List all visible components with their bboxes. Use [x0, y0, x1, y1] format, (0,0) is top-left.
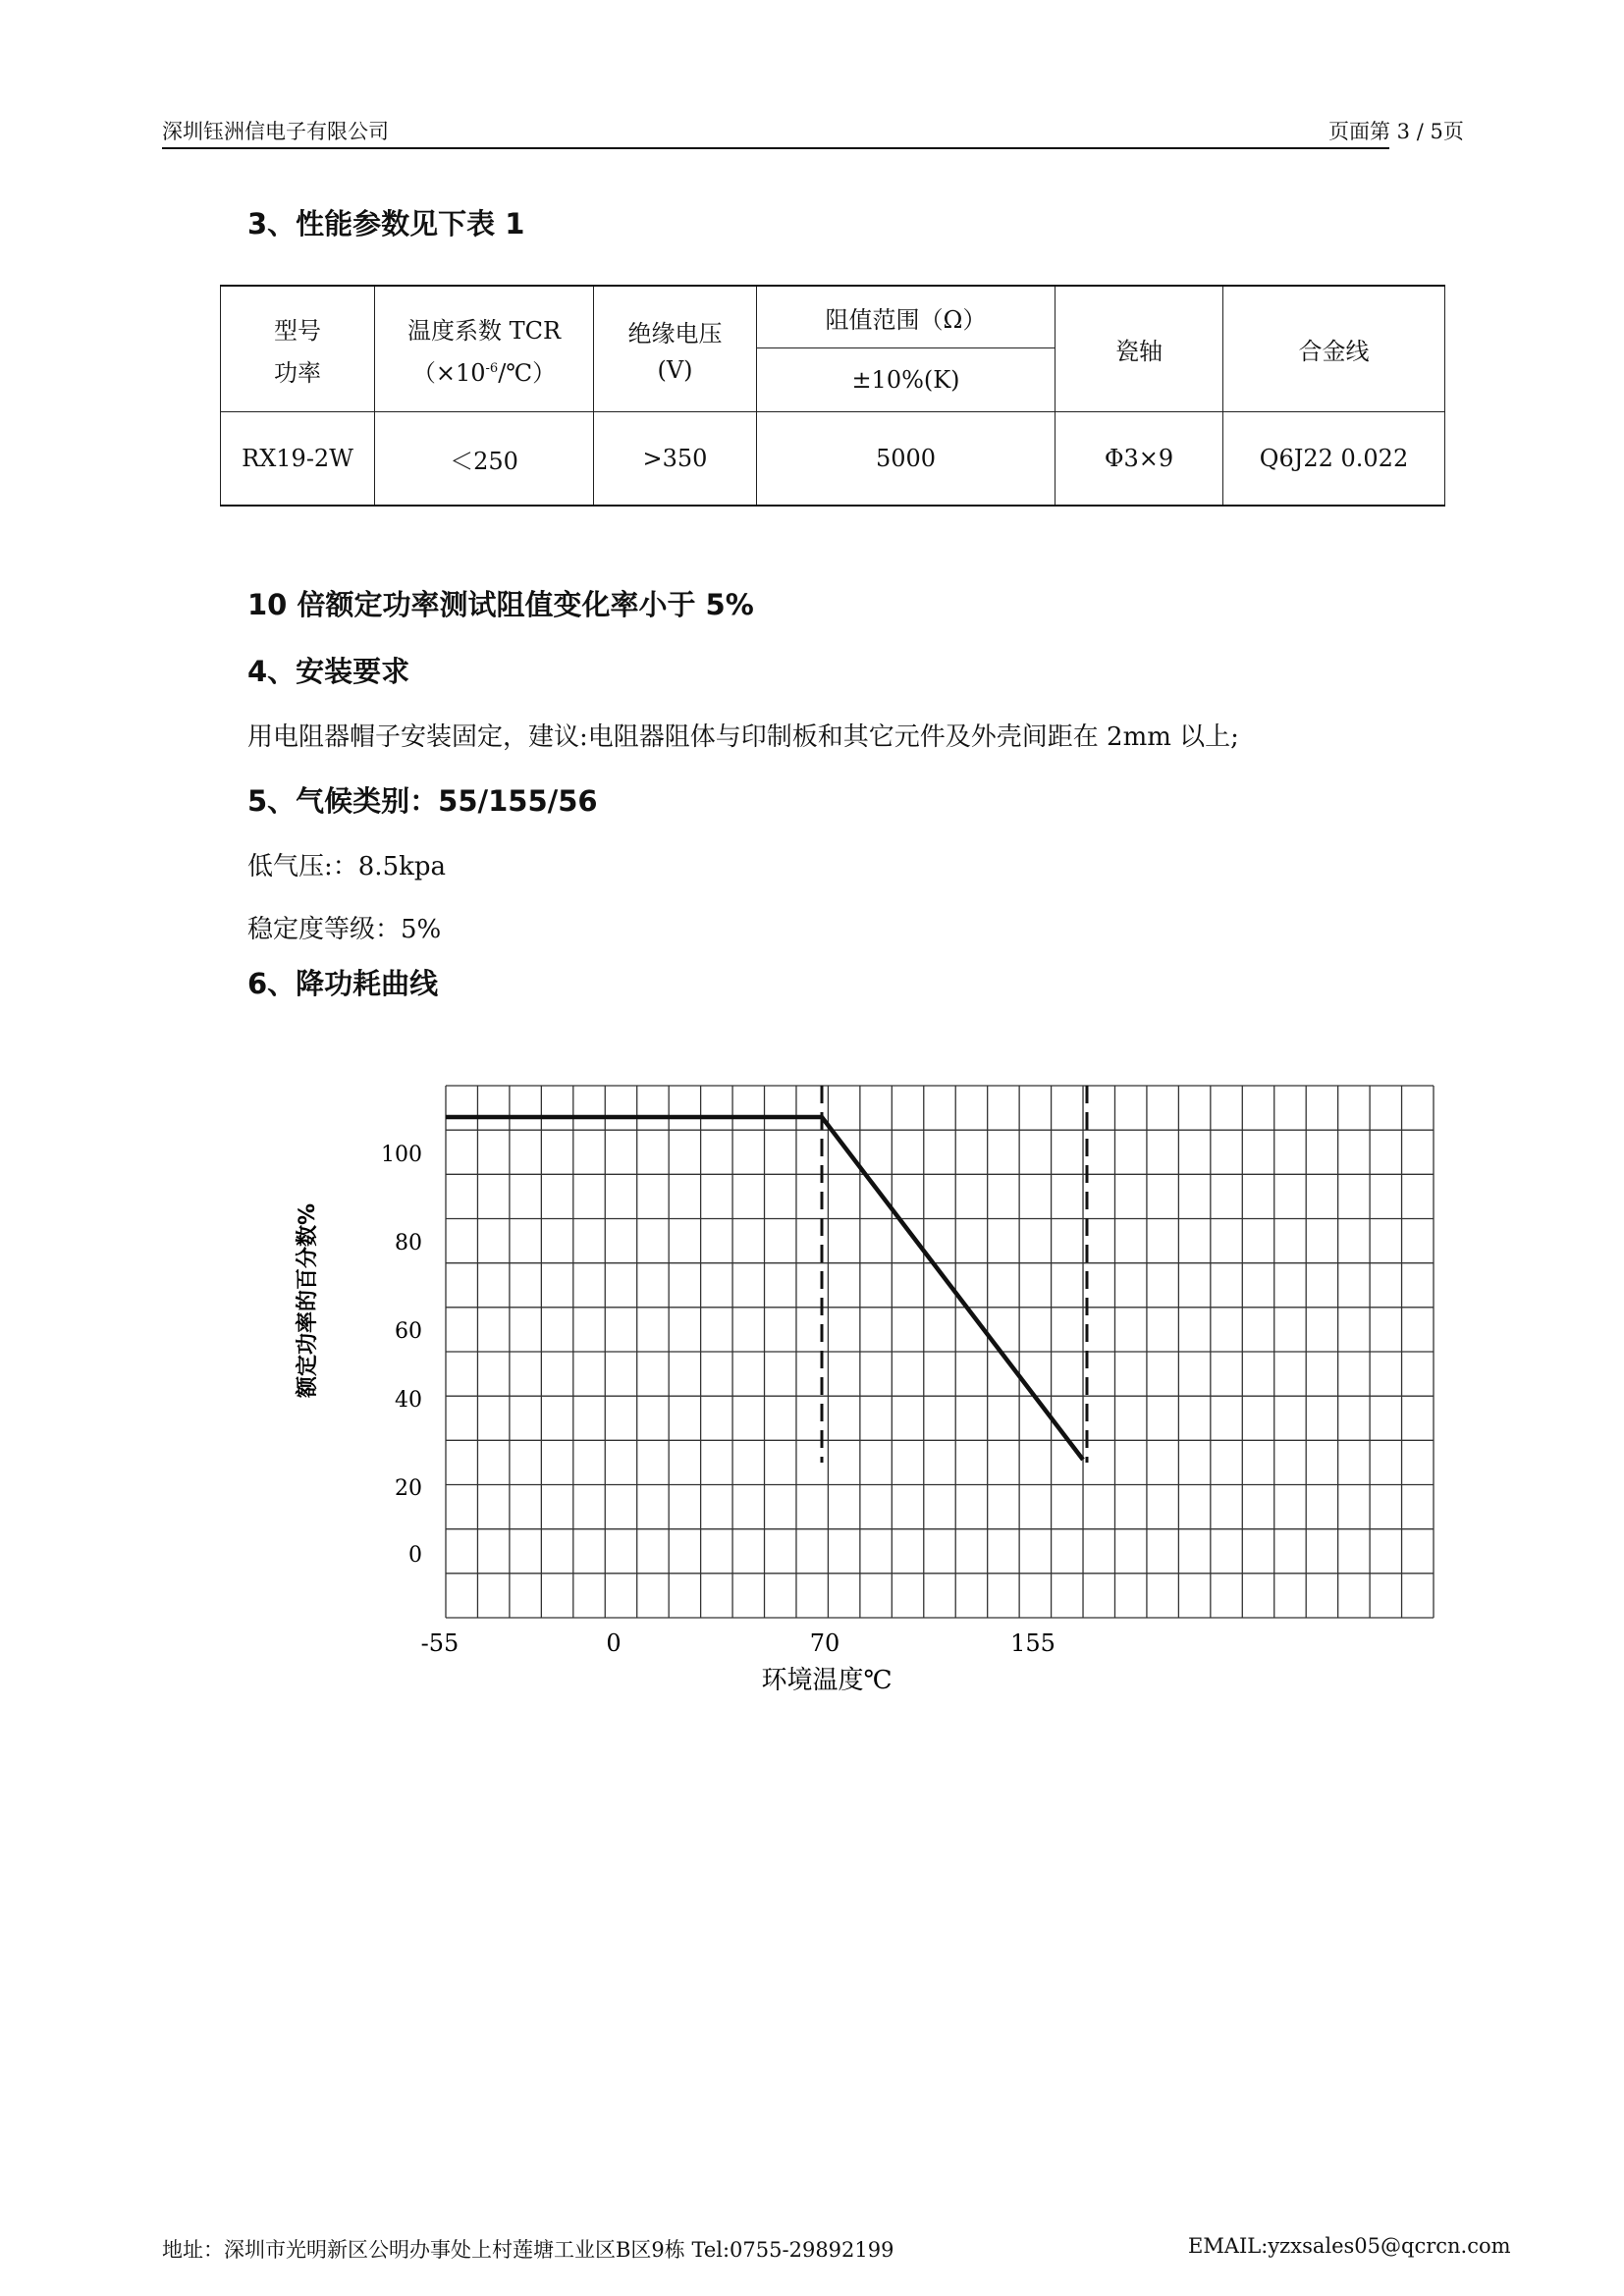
header-voltage-label: 绝缘电压	[627, 320, 723, 347]
table-header-range-sub: ±10%(K)	[757, 348, 1056, 412]
header-power-label: 功率	[274, 358, 321, 387]
x-tick-label: 155	[1010, 1629, 1056, 1657]
cell-tcr: ＜250	[375, 412, 594, 507]
header-model-label: 型号	[274, 316, 321, 345]
chart-x-axis-label: 环境温度℃	[761, 1666, 893, 1695]
header-tcr-label: 温度系数 TCR	[406, 316, 562, 345]
chart-grid	[446, 1086, 1434, 1618]
section-3-heading: 3、性能参数见下表 1	[247, 207, 525, 240]
y-tick-label: 100	[381, 1143, 422, 1167]
x-tick-label: 70	[809, 1629, 840, 1657]
y-tick-label: 20	[395, 1476, 422, 1501]
header-tcr-exponent: -6	[485, 360, 499, 376]
cell-voltage: >350	[594, 412, 757, 507]
chart-x-ticks	[421, 1629, 1056, 1657]
y-tick-label: 80	[395, 1231, 422, 1255]
footer-address: 地址：深圳市光明新区公明办事处上村莲塘工业区B区9栋 Tel:0755-29892199	[162, 2238, 894, 2262]
chart-y-ticks	[381, 1143, 422, 1568]
header-voltage-unit: (V)	[657, 356, 693, 384]
section-4-heading: 4、安装要求	[247, 655, 410, 688]
x-tick-label: 0	[606, 1629, 622, 1657]
table-header-ceramic: 瓷轴	[1056, 286, 1223, 412]
section-6-heading: 6、降功耗曲线	[247, 967, 439, 1000]
table-header-alloy: 合金线	[1223, 286, 1445, 412]
chart-dashed-markers	[822, 1086, 1087, 1463]
low-pressure-text: 低气压:：8.5kpa	[247, 852, 447, 881]
header-tcr-unit-a: （×10	[411, 358, 486, 387]
x-tick-label: -55	[420, 1629, 460, 1657]
header-page-number: 页面第 3 / 5页	[1328, 120, 1464, 143]
cell-ceramic: Φ3×9	[1056, 412, 1223, 507]
y-tick-label: 0	[408, 1543, 422, 1568]
cell-model: RX19-2W	[221, 412, 375, 507]
y-tick-label: 60	[395, 1319, 422, 1344]
y-tick-label: 40	[395, 1388, 422, 1413]
install-text: 用电阻器帽子安装固定，建议:电阻器阻体与印制板和其它元件及外壳间距在 2mm 以上;	[247, 722, 1239, 752]
footer-email: EMAIL:yzxsales05@qcrcn.com	[1188, 2234, 1511, 2258]
stability-text: 稳定度等级：5%	[247, 915, 442, 944]
header-company: 深圳钰洲信电子有限公司	[162, 120, 389, 143]
cell-range: 5000	[757, 412, 1056, 507]
chart-y-axis-label: 额定功率的百分数%	[296, 1202, 320, 1399]
header-tcr-unit-b: /℃）	[498, 358, 557, 387]
table-header-range: 阻值范围（Ω）	[757, 286, 1056, 348]
cell-alloy: Q6J22 0.022	[1223, 412, 1445, 507]
section-5-heading: 5、气候类别：55/155/56	[247, 784, 598, 818]
test-note: 10 倍额定功率测试阻值变化率小于 5%	[247, 588, 754, 621]
